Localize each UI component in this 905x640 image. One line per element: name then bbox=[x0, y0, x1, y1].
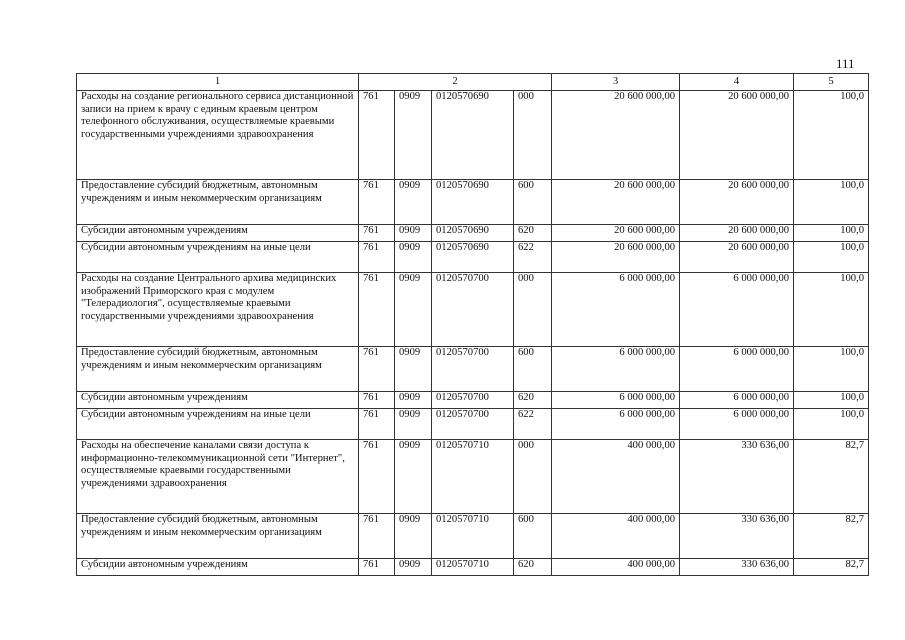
expense-type-code: 620 bbox=[514, 392, 552, 409]
expense-type-code: 600 bbox=[514, 180, 552, 225]
target-code: 0120570710 bbox=[432, 440, 514, 514]
row-description: Предоставление субсидий бюджетным, автономным учреждениям и иным некоммерческим организациям bbox=[77, 347, 359, 392]
section-code: 0909 bbox=[395, 242, 432, 273]
dept-code: 761 bbox=[359, 392, 395, 409]
row-description: Субсидии автономным учреждениям на иные цели bbox=[77, 242, 359, 273]
dept-code: 761 bbox=[359, 273, 395, 347]
executed-amount: 6 000 000,00 bbox=[680, 392, 794, 409]
planned-amount: 6 000 000,00 bbox=[552, 409, 680, 440]
target-code: 0120570710 bbox=[432, 559, 514, 576]
planned-amount: 400 000,00 bbox=[552, 440, 680, 514]
target-code: 0120570700 bbox=[432, 409, 514, 440]
col-header-2: 2 bbox=[359, 74, 552, 91]
target-code: 0120570690 bbox=[432, 242, 514, 273]
table-row bbox=[77, 225, 869, 242]
executed-amount: 6 000 000,00 bbox=[680, 409, 794, 440]
dept-code: 761 bbox=[359, 514, 395, 559]
execution-percent: 82,7 bbox=[794, 559, 869, 576]
col-header-5: 5 bbox=[794, 74, 869, 91]
table-row bbox=[77, 91, 869, 180]
section-code: 0909 bbox=[395, 409, 432, 440]
expense-type-code: 000 bbox=[514, 91, 552, 180]
row-description: Субсидии автономным учреждениям bbox=[77, 392, 359, 409]
expense-type-code: 620 bbox=[514, 225, 552, 242]
planned-amount: 400 000,00 bbox=[552, 559, 680, 576]
row-description: Субсидии автономным учреждениям bbox=[77, 559, 359, 576]
dept-code: 761 bbox=[359, 242, 395, 273]
row-description: Субсидии автономным учреждениям на иные цели bbox=[77, 409, 359, 440]
planned-amount: 400 000,00 bbox=[552, 514, 680, 559]
page-number: 111 bbox=[836, 56, 855, 71]
execution-percent: 100,0 bbox=[794, 347, 869, 392]
section-code: 0909 bbox=[395, 225, 432, 242]
planned-amount: 6 000 000,00 bbox=[552, 347, 680, 392]
section-code: 0909 bbox=[395, 440, 432, 514]
execution-percent: 82,7 bbox=[794, 514, 869, 559]
budget-table bbox=[76, 73, 869, 576]
planned-amount: 6 000 000,00 bbox=[552, 392, 680, 409]
section-code: 0909 bbox=[395, 347, 432, 392]
row-description: Субсидии автономным учреждениям bbox=[77, 225, 359, 242]
expense-type-code: 000 bbox=[514, 440, 552, 514]
execution-percent: 100,0 bbox=[794, 242, 869, 273]
expense-type-code: 600 bbox=[514, 347, 552, 392]
executed-amount: 20 600 000,00 bbox=[680, 91, 794, 180]
header-row bbox=[77, 74, 869, 91]
section-code: 0909 bbox=[395, 180, 432, 225]
dept-code: 761 bbox=[359, 559, 395, 576]
expense-type-code: 622 bbox=[514, 409, 552, 440]
expense-type-code: 620 bbox=[514, 559, 552, 576]
executed-amount: 330 636,00 bbox=[680, 559, 794, 576]
executed-amount: 6 000 000,00 bbox=[680, 347, 794, 392]
expense-type-code: 600 bbox=[514, 514, 552, 559]
row-description: Расходы на обеспечение каналами связи доступа к информационно-телекоммуникационной сети "Интернет", осуществляемые краевыми государственными учреждениями здравоохранения bbox=[77, 440, 359, 514]
table-row bbox=[77, 514, 869, 559]
target-code: 0120570700 bbox=[432, 273, 514, 347]
target-code: 0120570690 bbox=[432, 180, 514, 225]
executed-amount: 20 600 000,00 bbox=[680, 225, 794, 242]
executed-amount: 20 600 000,00 bbox=[680, 180, 794, 225]
section-code: 0909 bbox=[395, 91, 432, 180]
target-code: 0120570690 bbox=[432, 91, 514, 180]
execution-percent: 82,7 bbox=[794, 440, 869, 514]
executed-amount: 20 600 000,00 bbox=[680, 242, 794, 273]
section-code: 0909 bbox=[395, 392, 432, 409]
target-code: 0120570700 bbox=[432, 392, 514, 409]
planned-amount: 20 600 000,00 bbox=[552, 242, 680, 273]
section-code: 0909 bbox=[395, 559, 432, 576]
col-header-4: 4 bbox=[680, 74, 794, 91]
dept-code: 761 bbox=[359, 409, 395, 440]
executed-amount: 330 636,00 bbox=[680, 514, 794, 559]
row-description: Расходы на создание Центрального архива медицинских изображений Приморского края с модулем "Телерадиология", осуществляемые краевыми государственными учреждениями здравоохранения bbox=[77, 273, 359, 347]
planned-amount: 20 600 000,00 bbox=[552, 91, 680, 180]
table-row bbox=[77, 392, 869, 409]
dept-code: 761 bbox=[359, 225, 395, 242]
row-description: Предоставление субсидий бюджетным, автономным учреждениям и иным некоммерческим организациям bbox=[77, 180, 359, 225]
table-row bbox=[77, 440, 869, 514]
execution-percent: 100,0 bbox=[794, 409, 869, 440]
execution-percent: 100,0 bbox=[794, 392, 869, 409]
table-row bbox=[77, 242, 869, 273]
dept-code: 761 bbox=[359, 347, 395, 392]
dept-code: 761 bbox=[359, 91, 395, 180]
planned-amount: 20 600 000,00 bbox=[552, 225, 680, 242]
planned-amount: 6 000 000,00 bbox=[552, 273, 680, 347]
expense-type-code: 622 bbox=[514, 242, 552, 273]
row-description: Расходы на создание регионального сервиса дистанционной записи на прием к врачу с единым краевым центром телефонного обслуживания, осуществляемые краевыми государственными учреждениями здравоохранения bbox=[77, 91, 359, 180]
col-header-1: 1 bbox=[77, 74, 359, 91]
planned-amount: 20 600 000,00 bbox=[552, 180, 680, 225]
table-row bbox=[77, 347, 869, 392]
col-header-3: 3 bbox=[552, 74, 680, 91]
execution-percent: 100,0 bbox=[794, 273, 869, 347]
target-code: 0120570690 bbox=[432, 225, 514, 242]
target-code: 0120570700 bbox=[432, 347, 514, 392]
execution-percent: 100,0 bbox=[794, 91, 869, 180]
expense-type-code: 000 bbox=[514, 273, 552, 347]
table-row bbox=[77, 273, 869, 347]
dept-code: 761 bbox=[359, 180, 395, 225]
executed-amount: 6 000 000,00 bbox=[680, 273, 794, 347]
section-code: 0909 bbox=[395, 273, 432, 347]
table-row bbox=[77, 559, 869, 576]
table-row bbox=[77, 180, 869, 225]
executed-amount: 330 636,00 bbox=[680, 440, 794, 514]
execution-percent: 100,0 bbox=[794, 225, 869, 242]
table-row bbox=[77, 409, 869, 440]
dept-code: 761 bbox=[359, 440, 395, 514]
target-code: 0120570710 bbox=[432, 514, 514, 559]
execution-percent: 100,0 bbox=[794, 180, 869, 225]
section-code: 0909 bbox=[395, 514, 432, 559]
row-description: Предоставление субсидий бюджетным, автономным учреждениям и иным некоммерческим организациям bbox=[77, 514, 359, 559]
